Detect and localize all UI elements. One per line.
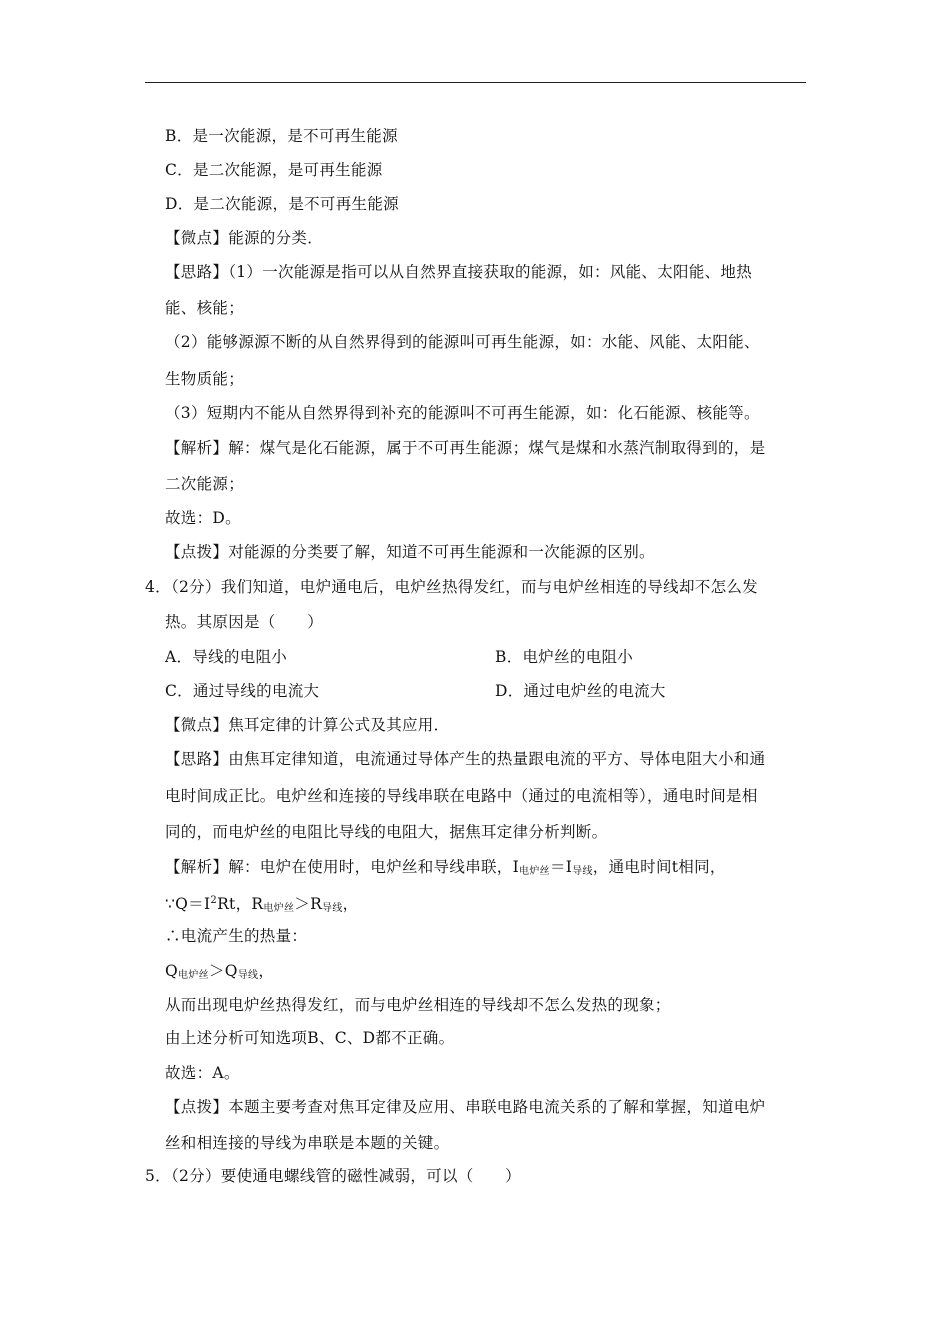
- text-run: ＝I: [549, 858, 573, 876]
- text-run: 【解析】解：电炉在使用时，电炉丝和导线串联，I: [165, 858, 520, 876]
- text-run: ，通电时间t相同，: [592, 858, 726, 876]
- q4-knowledge-point: 【微点】焦耳定律的计算公式及其应用．: [165, 716, 450, 734]
- subscript: 电炉丝: [263, 903, 295, 914]
- q4-option-a: A．导线的电阻小: [165, 648, 288, 666]
- text-run: Rt，R: [217, 895, 264, 913]
- q4-approach-line-3: 同的，而电炉丝的电阻比导线的电阻大，据焦耳定律分析判断。: [165, 823, 608, 841]
- q4-option-c: C．通过导线的电流大: [165, 682, 320, 700]
- text-run: Q: [165, 962, 179, 980]
- approach-line-5: （3）短期内不能从自然界得到补充的能源叫不可再生能源，如：化石能源、核能等。: [165, 404, 760, 422]
- subscript: 导线: [572, 866, 593, 877]
- text-run: ＞Q: [208, 962, 238, 980]
- text-run: ，: [258, 962, 275, 980]
- analysis-line-1: 【解析】解：煤气是化石能源，属于不可再生能源；煤气是煤和水蒸汽制取得到的，是: [165, 439, 766, 457]
- q4-option-b: B．电炉丝的电阻小: [495, 648, 634, 666]
- q4-conclusion-line: 从而出现电炉丝热得发红，而与电炉丝相连的导线却不怎么发热的现象；: [165, 996, 671, 1014]
- q4-answer-line: 故选：A。: [165, 1064, 240, 1082]
- approach-line-2: 能、核能；: [165, 299, 245, 317]
- q4-option-d: D．通过电炉丝的电流大: [495, 682, 666, 700]
- approach-line-1: 【思路】（1）一次能源是指可以从自然界直接获取的能源，如：风能、太阳能、地热: [165, 263, 753, 281]
- subscript: 电炉丝: [178, 970, 209, 981]
- knowledge-point: 【微点】能源的分类．: [165, 229, 324, 247]
- q4-analysis-line-1: [165, 857, 726, 882]
- subscript: 导线: [322, 903, 343, 914]
- superscript: 2: [210, 895, 218, 906]
- approach-line-3: （2）能够源源不断的从自然界得到的能源叫可再生能源，如：水能、风能、太阳能、: [165, 333, 760, 351]
- q4-formula-line: [165, 891, 358, 919]
- q4-therefore-line: ∴电流产生的热量：: [165, 927, 308, 945]
- answer-line: 故选：D。: [165, 509, 241, 527]
- option-d-line: D．是二次能源，是不可再生能源: [165, 195, 399, 213]
- q4-approach-line-1: 【思路】由焦耳定律知道，电流通过导体产生的热量跟电流的平方、导体电阻大小和通: [165, 750, 766, 768]
- option-c-line: C．是二次能源，是可再生能源: [165, 161, 383, 179]
- analysis-line-2: 二次能源；: [165, 475, 245, 493]
- header-rule: [145, 82, 806, 83]
- q4-approach-line-2: 电时间成正比。电炉丝和连接的导线串联在电路中（通过的电流相等），通电时间是相: [165, 787, 758, 805]
- text-run: ，: [342, 895, 359, 913]
- option-b-line: B．是一次能源，是不可再生能源: [165, 127, 398, 145]
- q4-elimination-line: 由上述分析可知选项B、C、D都不正确。: [165, 1029, 455, 1047]
- question-4-line-2: 热。其原因是（ ）: [165, 613, 324, 631]
- text-run: ＞R: [294, 895, 323, 913]
- q4-comparison-line: [165, 961, 274, 986]
- question-5-line: 5．（2分）要使通电螺线管的磁性减弱，可以（ ）: [145, 1167, 521, 1185]
- subscript: 导线: [237, 970, 259, 981]
- text-run: ∵Q＝I: [165, 895, 211, 913]
- q4-tip-line-2: 丝和相连接的导线为串联是本题的关键。: [165, 1134, 450, 1152]
- subscript: 电炉丝: [519, 866, 550, 877]
- q4-tip-line-1: 【点拨】本题主要考查对焦耳定律及应用、串联电路电流关系的了解和掌握，知道电炉: [165, 1098, 766, 1116]
- approach-line-4: 生物质能；: [165, 370, 245, 388]
- tip-line: 【点拨】对能源的分类要了解，知道不可再生能源和一次能源的区别。: [165, 543, 655, 561]
- question-4-line-1: 4．（2分）我们知道，电炉通电后，电炉丝热得发红，而与电炉丝相连的导线却不怎么发: [145, 578, 758, 596]
